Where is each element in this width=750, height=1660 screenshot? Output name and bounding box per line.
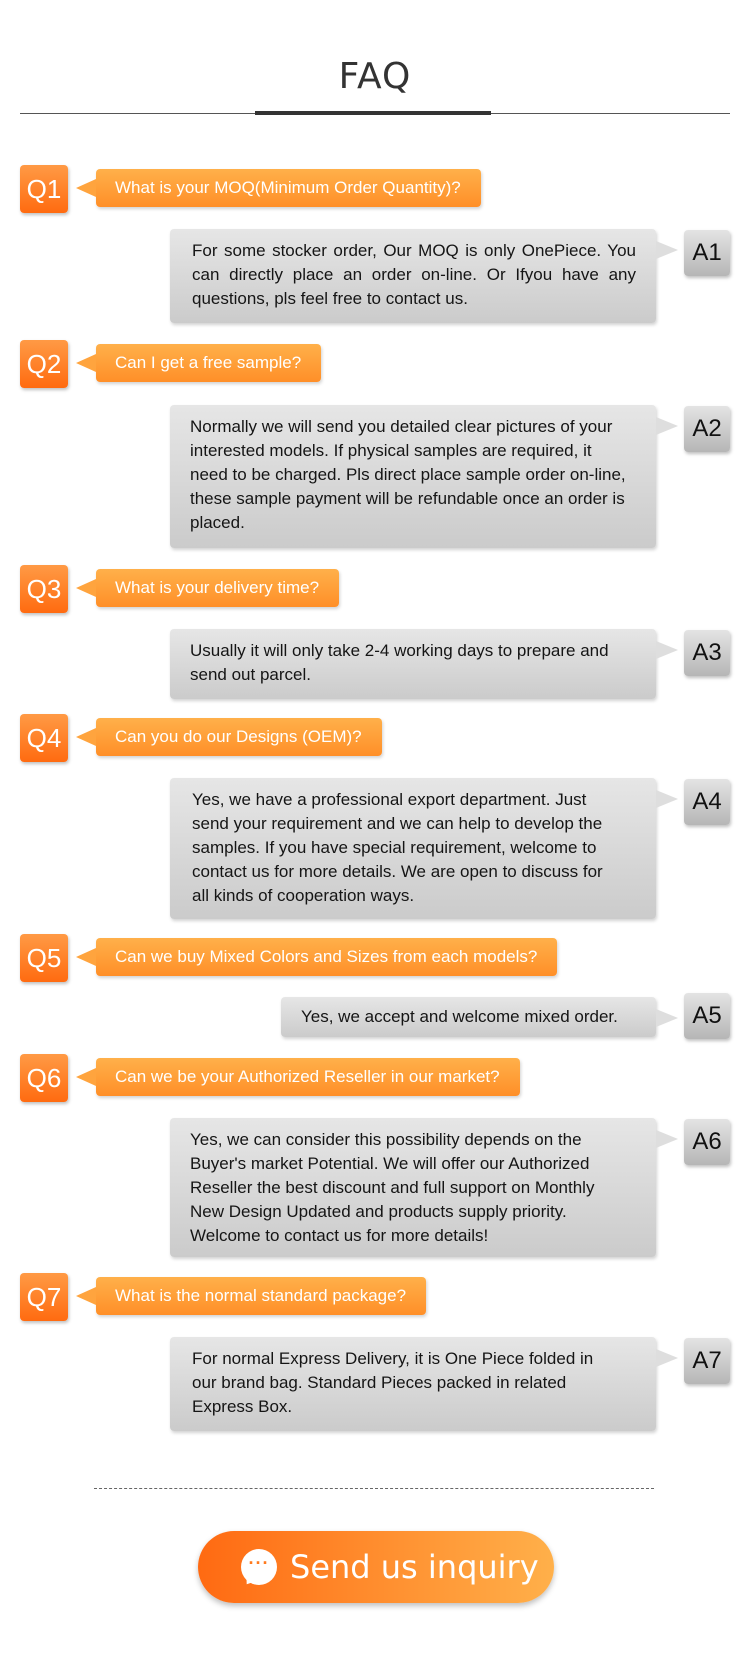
answer-bubble — [170, 405, 656, 548]
answer-badge: A1 — [684, 230, 730, 276]
answer-text: Yes, we can consider this possibility depends on the Buyer's market Potential. We will offer our Authorized Reseller the best discount and full support on Monthly New Design Updated and products supply priority. Welcome to contact us for more details! — [190, 1130, 595, 1245]
question-badge: Q3 — [20, 565, 68, 613]
answer-text: Yes, we have a professional export department. Just send your requirement and we can help to develop the samples. If you have special requirement, welcome to contact us for more details. We are open to discuss for all kinds of cooperation ways. — [192, 790, 603, 905]
send-inquiry-label: Send us inquiry — [290, 1548, 539, 1586]
dashed-divider — [94, 1488, 654, 1489]
answer-bubble — [170, 229, 656, 323]
question-badge: Q7 — [20, 1273, 68, 1321]
question-bubble: What is your delivery time? — [96, 569, 339, 607]
answer-badge: A3 — [684, 630, 730, 676]
answer-bubble — [170, 1337, 656, 1431]
answer-badge: A6 — [684, 1119, 730, 1165]
answer-text: Normally we will send you detailed clear pictures of your interested models. If physical samples are required, it need to be charged. Pls direct place sample order on-line, these sample payment will be refundable once an order is placed. — [190, 417, 626, 532]
question-bubble: Can I get a free sample? — [96, 344, 321, 382]
answer-bubble — [170, 1118, 656, 1257]
title-underline-accent — [255, 111, 491, 115]
answer-text: Yes, we accept and welcome mixed order. — [301, 1007, 618, 1026]
question-badge: Q2 — [20, 340, 68, 388]
answer-text: For some stocker order, Our MOQ is only OnePiece. You can directly place an order on-line. Or Ifyou have any questions, pls feel free to contact us. — [192, 241, 636, 308]
answer-badge: A4 — [684, 779, 730, 825]
question-bubble: Can we be your Authorized Reseller in our market? — [96, 1058, 520, 1096]
answer-badge: A2 — [684, 406, 730, 452]
answer-badge: A5 — [684, 993, 730, 1039]
question-bubble: Can you do our Designs (OEM)? — [96, 718, 382, 756]
page-title: FAQ — [338, 56, 412, 97]
answer-badge: A7 — [684, 1338, 730, 1384]
question-bubble: What is the normal standard package? — [96, 1277, 426, 1315]
send-inquiry-button[interactable] — [198, 1531, 554, 1603]
faq-header — [0, 0, 750, 120]
question-bubble: Can we buy Mixed Colors and Sizes from each models? — [96, 938, 557, 976]
question-badge: Q6 — [20, 1054, 68, 1102]
answer-bubble — [281, 997, 656, 1037]
answer-bubble — [170, 629, 656, 699]
answer-text: For normal Express Delivery, it is One Piece folded in our brand bag. Standard Pieces packed in related Express Box. — [192, 1349, 594, 1416]
answer-text: Usually it will only take 2-4 working days to prepare and send out parcel. — [190, 641, 609, 684]
chat-bubble-icon: ··· — [241, 1549, 277, 1585]
question-badge: Q5 — [20, 934, 68, 982]
question-bubble: What is your MOQ(Minimum Order Quantity)? — [96, 169, 481, 207]
question-badge: Q1 — [20, 165, 68, 213]
question-badge: Q4 — [20, 714, 68, 762]
answer-bubble — [170, 778, 656, 919]
